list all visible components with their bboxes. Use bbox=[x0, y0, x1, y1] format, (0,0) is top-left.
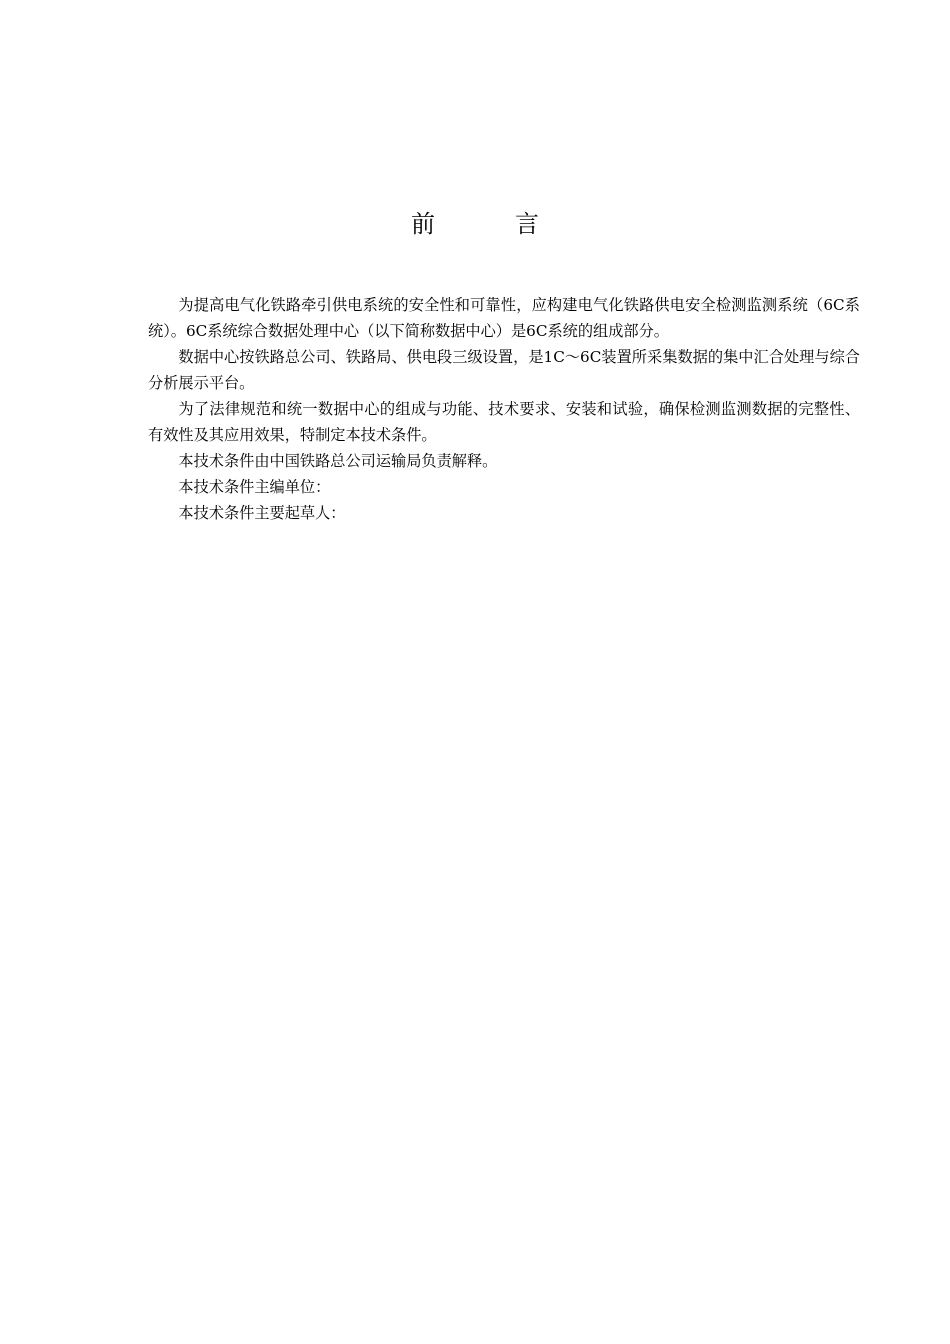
title-char-2: 言 bbox=[515, 210, 539, 238]
paragraph-editor-unit: 本技术条件主编单位： bbox=[178, 478, 331, 496]
paragraph-goal: 为了法律规范和统一数据中心的组成与功能、技术要求、安装和试验，确保检测监测数据的完整性、有效性及其应用效果，特制定本技术条件。 bbox=[148, 400, 860, 444]
paragraph-interpretation: 本技术条件由中国铁路总公司运输局负责解释。 bbox=[178, 452, 498, 470]
paragraph-purpose: 为提高电气化铁路牵引供电系统的安全性和可靠性，应构建电气化铁路供电安全检测监测系统（6C系统）。6C系统综合数据处理中心（以下简称数据中心）是6C系统的组成部分。 bbox=[148, 296, 860, 340]
preface-body bbox=[148, 292, 860, 526]
paragraph-drafters: 本技术条件主要起草人： bbox=[178, 504, 346, 522]
page-title bbox=[0, 204, 950, 244]
paragraph-structure: 数据中心按铁路总公司、铁路局、供电段三级设置，是1C～6C装置所采集数据的集中汇合处理与综合分析展示平台。 bbox=[148, 348, 860, 392]
title-char-1: 前 bbox=[411, 210, 435, 238]
